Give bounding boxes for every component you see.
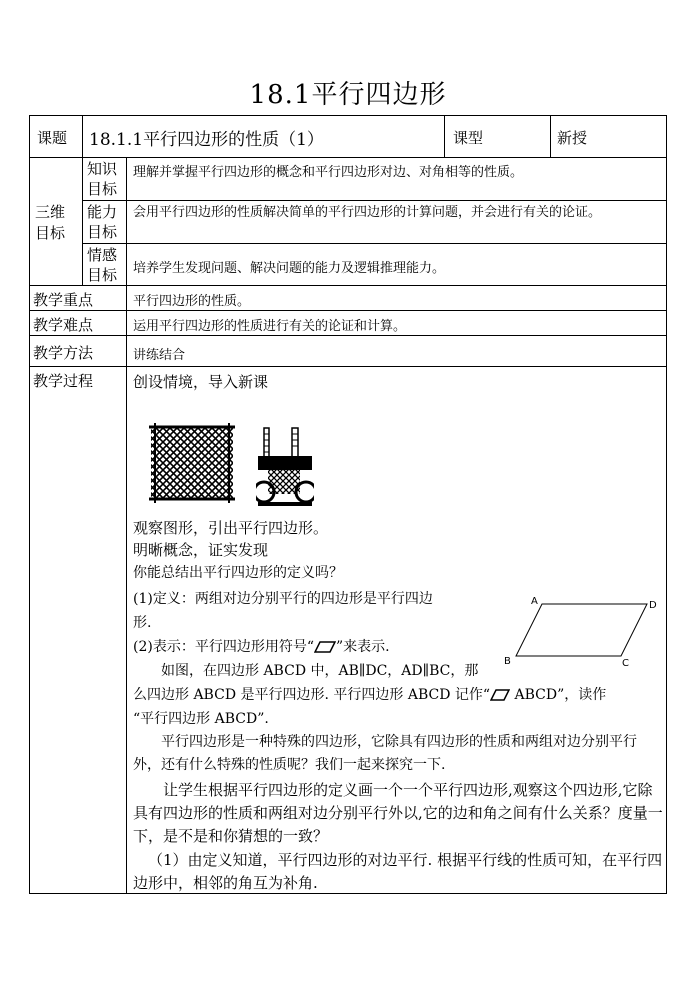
row-divider bbox=[82, 200, 667, 201]
parallelogram-figure bbox=[499, 595, 661, 679]
emotion-goal-label-line2: 目标 bbox=[87, 266, 118, 284]
example-line2-end: ABCD”，读作 bbox=[510, 687, 607, 703]
topic-label: 课题 bbox=[37, 129, 68, 147]
difficulty-text: 运用平行四边形的性质进行有关的论证和计算。 bbox=[133, 319, 407, 334]
definition-line2: 形. bbox=[133, 615, 152, 631]
parallelogram-symbol-icon bbox=[314, 641, 336, 653]
draw-parallelogram-paragraph: 让学生根据平行四边形的定义画一个一个平行四边形,观察这个四边形,它除具有四边形的性质和两组对边分别平行外以,它的边和角之间有什么关系？度量一下，是不是和你猜想的一致？ bbox=[133, 781, 663, 845]
definition-line1: (1)定义：两组对边分别平行的四边形是平行四边 bbox=[133, 591, 433, 607]
clarify-text: 明晰概念，证实发现 bbox=[133, 541, 269, 559]
process-intro: 创设情境，导入新课 bbox=[133, 373, 269, 391]
type-label: 课型 bbox=[453, 129, 484, 147]
example-line2-start: 么四边形 ABCD 是平行四边形. 平行四边形 ABCD 记作“ bbox=[133, 687, 491, 703]
col-divider bbox=[126, 157, 127, 894]
knowledge-goal-text: 理解并掌握平行四边形的概念和平行四边形对边、对角相等的性质。 bbox=[133, 165, 524, 180]
row-divider bbox=[29, 285, 667, 286]
table-border-left bbox=[29, 115, 30, 894]
goals-label bbox=[35, 202, 65, 244]
lift-gate-illustration bbox=[256, 424, 314, 508]
col-divider bbox=[82, 115, 83, 158]
vertex-label-a: A bbox=[531, 596, 538, 607]
ability-goal-text: 会用平行四边形的性质解决简单的平行四边形的计算问题，并会进行有关的论证。 bbox=[133, 205, 602, 220]
row-divider bbox=[29, 366, 667, 367]
knowledge-goal-label-line1: 知识 bbox=[87, 160, 118, 178]
emotion-goal-text: 培养学生发现问题、解决问题的能力及逻辑推理能力。 bbox=[133, 261, 446, 276]
table-border-right bbox=[666, 115, 667, 894]
knowledge-goal-label bbox=[87, 159, 117, 199]
difficulty-label: 教学难点 bbox=[33, 316, 94, 334]
key-point-text: 平行四边形的性质。 bbox=[133, 294, 251, 309]
notation-tail: ”来表示. bbox=[336, 639, 390, 655]
vertex-label-c: C bbox=[622, 658, 629, 669]
method-text: 讲练结合 bbox=[133, 348, 186, 363]
question-text: 你能总结出平行四边形的定义吗？ bbox=[133, 565, 343, 581]
notation-text: (2)表示：平行四边形用符号“ bbox=[133, 639, 314, 655]
parallelogram-symbol-icon bbox=[490, 689, 510, 701]
special-properties-paragraph: 平行四边形是一种特殊的四边形，它除具有四边形的性质和两组对边分别平行外，还有什么特殊的性质呢？我们一起来探究一下. bbox=[133, 734, 637, 773]
emotion-goal-label bbox=[87, 245, 117, 285]
row-divider bbox=[29, 310, 667, 311]
method-label: 教学方法 bbox=[33, 344, 94, 362]
row-divider bbox=[29, 335, 667, 336]
table-border-top bbox=[29, 115, 667, 116]
col-divider bbox=[444, 115, 445, 158]
knowledge-goal-label-line2: 目标 bbox=[87, 180, 118, 198]
observe-text: 观察图形，引出平行四边形。 bbox=[133, 519, 329, 537]
col-divider bbox=[550, 115, 551, 158]
example-line3: “平行四边形 ABCD”. bbox=[133, 711, 269, 727]
vertex-label-b: B bbox=[504, 656, 511, 667]
row-divider bbox=[82, 243, 667, 244]
row-divider bbox=[29, 157, 667, 158]
emotion-goal-label-line1: 情感 bbox=[87, 246, 118, 264]
fence-net-illustration bbox=[149, 421, 235, 505]
lift-gate-image bbox=[256, 424, 314, 512]
type-value: 新授 bbox=[557, 129, 588, 147]
parallelogram-abcd-diagram bbox=[499, 595, 661, 675]
col-divider bbox=[82, 157, 83, 286]
document-title: 18.1平行四边形 bbox=[249, 80, 447, 110]
goals-label-line2: 目标 bbox=[35, 224, 66, 242]
ability-goal-label bbox=[87, 202, 117, 242]
example-line2 bbox=[133, 684, 606, 704]
goals-label-line1: 三维 bbox=[35, 203, 66, 221]
example-line1: 如图，在四边形 ABCD 中，AB∥DC，AD∥BC，那 bbox=[161, 663, 479, 679]
topic-value: 18.1.1平行四边形的性质（1） bbox=[89, 130, 324, 150]
vertex-label-d: D bbox=[649, 600, 657, 611]
ability-goal-label-line2: 目标 bbox=[87, 223, 118, 241]
process-label: 教学过程 bbox=[33, 372, 94, 390]
key-point-label: 教学重点 bbox=[33, 291, 94, 309]
notation-line bbox=[133, 636, 390, 656]
ability-goal-label-line1: 能力 bbox=[87, 203, 118, 221]
fence-net-image bbox=[149, 421, 235, 509]
property-one-paragraph: （1）由定义知道，平行四边形的对边平行. 根据平行线的性质可知，在平行四边形中，相邻的角互为补角. bbox=[133, 851, 663, 892]
lesson-plan-table bbox=[29, 115, 667, 893]
